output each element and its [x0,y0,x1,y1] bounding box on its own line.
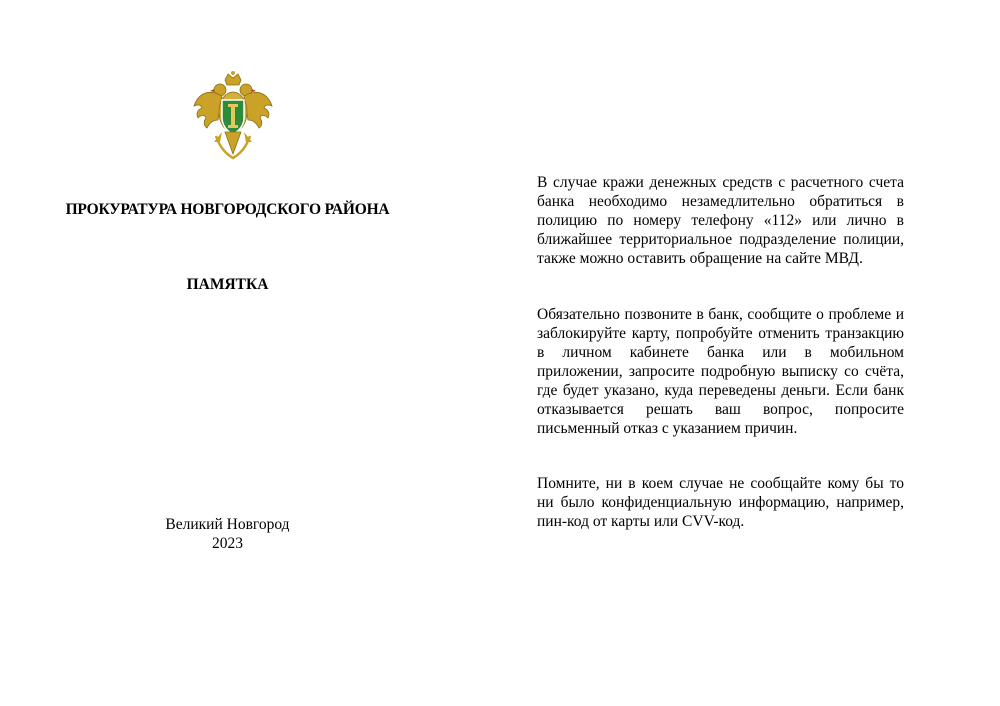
paragraph-bank-actions: Обязательно позвоните в банк, сообщите о проблеме и заблокируйте карту, попробуйте отменить транзакцию в личном кабинете банка или в мобильном приложении, запросите подробную выписку со счёта, где будет указано, куда переведены деньги. Если банк отказывается решать ваш вопрос, попросите письменный отказ с указанием причин. [537,306,904,437]
year: 2023 [212,535,243,552]
paragraph-police-report: В случае кражи денежных средств с расчетного счета банка необходимо незамедлительно обратиться в полицию по номеру телефону «112» или лично в ближайшее территориальное подразделение полиции, также можно оставить обращение на сайте МВД. [537,174,904,267]
prosecutor-emblem-icon [192,70,274,160]
document-type-title: ПАМЯТКА [186,276,269,293]
right-page [470,0,1000,706]
organization-title: ПРОКУРАТУРА НОВГОРОДСКОГО РАЙОНА [65,201,390,218]
left-page [0,0,470,706]
paragraph-confidentiality-warning: Помните, ни в коем случае не сообщайте кому бы то ни было конфиденциальную информацию, например, пин-код от карты или CVV-код. [537,475,904,530]
place-and-year [40,515,415,553]
city-name: Великий Новгород [165,516,290,533]
